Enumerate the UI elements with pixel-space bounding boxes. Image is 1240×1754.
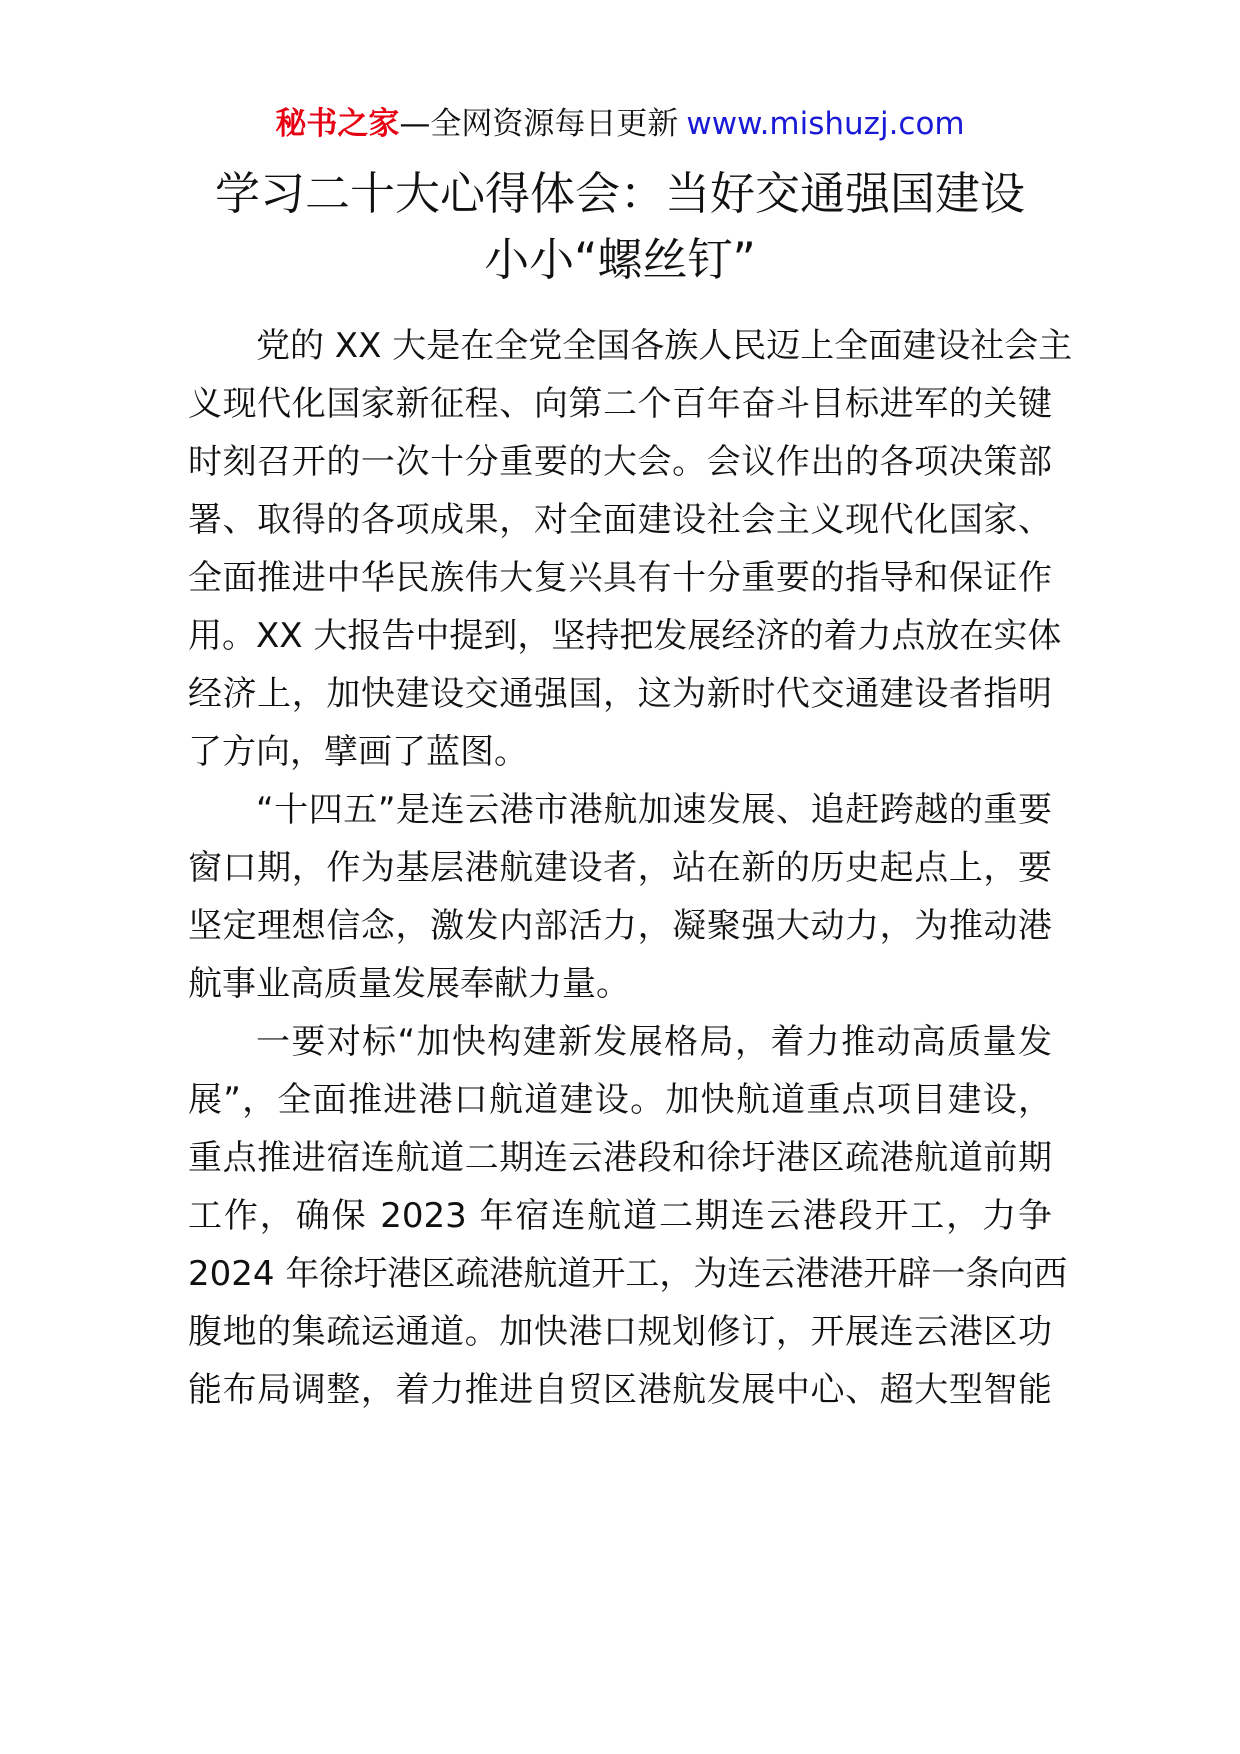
paragraph-3-line: 腹地的集疏运通道。加快港口规划修订，开展连云港区功 (188, 1312, 1052, 1352)
paragraph-3-line: 工作，确保 2023 年宿连航道二期连云港段开工，力争 (188, 1196, 1052, 1236)
document-title-line-1: 学习二十大心得体会：当好交通强国建设 (214, 167, 1025, 220)
brand-name: 秘书之家 (275, 106, 400, 142)
paragraph-3-line: 展”，全面推进港口航道建设。加快航道重点项目建设， (188, 1080, 1052, 1120)
paragraph-2-line: 坚定理想信念，激发内部活力，凝聚强大动力，为推动港 (188, 906, 1052, 946)
paragraph-2-line: 航事业高质量发展奉献力量。 (188, 964, 630, 1004)
paragraph-1-line: 时刻召开的一次十分重要的大会。会议作出的各项决策部 (188, 442, 1052, 482)
paragraph-2-line: 窗口期，作为基层港航建设者，站在新的历史起点上，要 (188, 848, 1052, 888)
paragraph-1-line: 全面推进中华民族伟大复兴具有十分重要的指导和保证作 (188, 558, 1052, 598)
paragraph-1-line: 了方向，擘画了蓝图。 (188, 732, 528, 772)
document-title-line-2: 小小“螺丝钉” (484, 233, 756, 286)
paragraph-3-line: 重点推进宿连航道二期连云港段和徐圩港区疏港航道前期 (188, 1138, 1052, 1178)
paragraph-3-line: 能布局调整，着力推进自贸区港航发展中心、超大型智能 (188, 1370, 1052, 1410)
paragraph-1-line: 署、取得的各项成果，对全面建设社会主义现代化国家、 (188, 500, 1052, 540)
paragraph-1-line: 用。XX 大报告中提到，坚持把发展经济的着力点放在实体 (188, 616, 1062, 656)
paragraph-1-line: 义现代化国家新征程、向第二个百年奋斗目标进军的关键 (188, 384, 1052, 424)
paragraph-1-line: 党的 XX 大是在全党全国各族人民迈上全面建设社会主 (256, 326, 1073, 366)
paragraph-3-line: 2024 年徐圩港区疏港航道开工，为连云港港开辟一条向西 (188, 1254, 1068, 1294)
website-link[interactable]: www.mishuzj.com (686, 106, 965, 142)
site-banner (0, 100, 1240, 148)
paragraph-2-line: “十四五”是连云港市港航加速发展、追赶跨越的重要 (256, 790, 1052, 830)
paragraph-3-line: 一要对标“加快构建新发展格局，着力推动高质量发 (256, 1022, 1052, 1062)
banner-slogan: —全网资源每日更新 (399, 106, 679, 142)
paragraph-1-line: 经济上，加快建设交通强国，这为新时代交通建设者指明 (188, 674, 1052, 714)
